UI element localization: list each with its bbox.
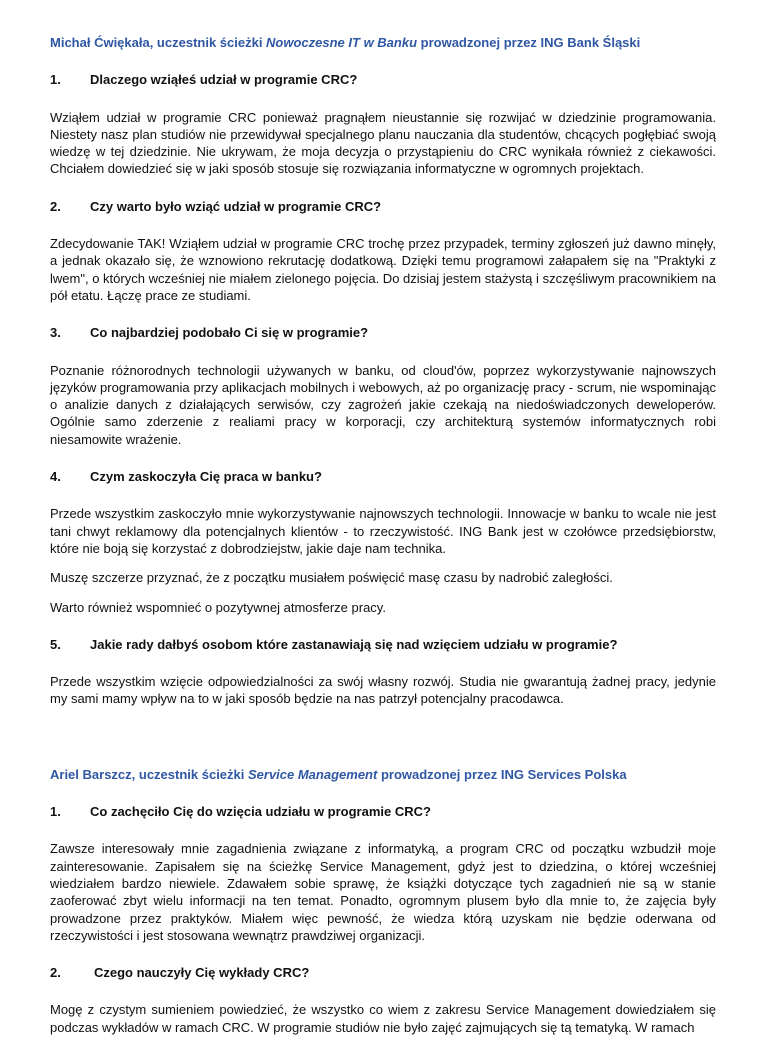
question: 1. Dlaczego wziąłeś udział w programie CRC? xyxy=(50,72,358,88)
question: 4. Czym zaskoczyła Cię praca w banku? xyxy=(50,469,322,485)
answer-paragraph: Poznanie różnorodnych technologii używanych w banku, od cloud'ów, poprzez wykorzystywanie najnowszych języków programowania przy aplikacjach mobilnych i webowych, aż po organizację pracy - scrum, nie wspominając o analizie danych z działających serwisów, czy zagrożeń jakie czekają na niedoświadczonych deweloperów. Ogólnie samo zderzenie z realiami pracy w korporacji, czy architekturą systemów informatycznych robi niesamowite wrażenie. xyxy=(50,362,716,447)
answer-paragraph: Wziąłem udział w programie CRC ponieważ pragnąłem nieustannie się rozwijać w dziedzinie programowania. Niestety nasz plan studiów nie przewidywał specjalnego planu nauczania dla studentów, chcących pogłębiać swoją wiedzę w tej dziedzinie. Nie ukrywam, że moja decyzja o przystąpieniu do CRC wynikała również z ciekawości. Chciałem dowiedzieć się w jaki sposób stosuje się rozwiązania informatyczne w ogromnych projektach. xyxy=(50,109,716,177)
question: 2. Czy warto było wziąć udział w programie CRC? xyxy=(50,198,382,214)
question: 3. Co najbardziej podobało Ci się w programie? xyxy=(50,325,369,341)
track-name: Service Management xyxy=(247,766,378,782)
track-name: Nowoczesne IT w Banku xyxy=(266,35,418,50)
section-2-heading: Ariel Barszcz, uczestnik ścieżki Service Management prowadzonej przez ING Services Polska xyxy=(50,766,627,782)
answer-paragraph: Warto również wspomnieć o pozytywnej atmosferze pracy. xyxy=(50,599,386,615)
question: 5. Jakie rady dałbyś osobom które zastanawiają się nad wzięciem udziału w programie? xyxy=(50,636,618,652)
answer-paragraph: Zawsze interesowały mnie zagadnienia związane z informatyką, a program CRC od początku wzbudził moje zainteresowanie. Zapisałem się na ścieżkę Service Management, gdyż jest to dziedzina, o której wcześniej wiedziałem bardzo niewiele. Zdawałem sobie sprawę, że książki dotyczące tych zagadnień nie są w stanie zaoferować zbyt wielu informacji na ten temat. Ponadto, ogromnym plusem było dla mnie to, że zajęcia były prowadzone przez praktyków. Miałem więc pewność, że wiedza którą uzyskam nie będzie oderwana od rzeczywistości i jest stosowana wewnątrz prawdziwej organizacji. xyxy=(50,841,716,943)
section-spacer xyxy=(50,728,716,766)
answer-paragraph: Przede wszystkim zaskoczyło mnie wykorzystywanie najnowszych technologii. Innowacje w banku to wcale nie jest tani chwyt reklamowy dla potencjalnych klientów - to rzeczywistość. ING Bank jest w czołówce przedsiębiorstw, które nie boją się korzystać z dobrodziejstw, jakie daje nam technika. xyxy=(50,506,716,556)
answer-paragraph: Mogę z czystym sumieniem powiedzieć, że wszystko co wiem z zakresu Service Management dowiedziałem się podczas wykładów w ramach CRC. W programie studiów nie było zajęć zajmujących się tą tematyką. W ramach xyxy=(50,1002,716,1035)
answer-paragraph: Muszę szczerze przyznać, że z początku musiałem poświęcić masę czasu by nadrobić zaległości. xyxy=(50,570,613,586)
question: 1. Co zachęciło Cię do wzięcia udziału w programie CRC? xyxy=(50,804,431,820)
document-page xyxy=(50,34,716,1056)
answer-paragraph: Przede wszystkim wzięcie odpowiedzialności za swój własny rozwój. Studia nie gwarantują żadnej pracy, jedynie my sami mamy wpływ na to w jaki sposób będzie na nas patrzył potencjalny pracodawca. xyxy=(50,674,716,707)
answer-paragraph: Zdecydowanie TAK! Wziąłem udział w programie CRC trochę przez przypadek, terminy zgłoszeń już dawno minęły, a jednak okazało się, że wznowiono rekrutację dodatkową. Dzięki temu programowi załapałem się na "Praktyki z lwem", o których wcześniej nie miałem zielonego pojęcia. Do dzisiaj jestem stażystą i szczęśliwym pracownikiem na pół etatu. Łączę prace ze studiami. xyxy=(50,236,716,303)
question: 2. Czego nauczyły Cię wykłady CRC? xyxy=(50,965,310,981)
section-1-heading: Michał Ćwiękała, uczestnik ścieżki Nowoczesne IT w Banku prowadzonej przez ING Bank Śląski xyxy=(50,35,641,50)
